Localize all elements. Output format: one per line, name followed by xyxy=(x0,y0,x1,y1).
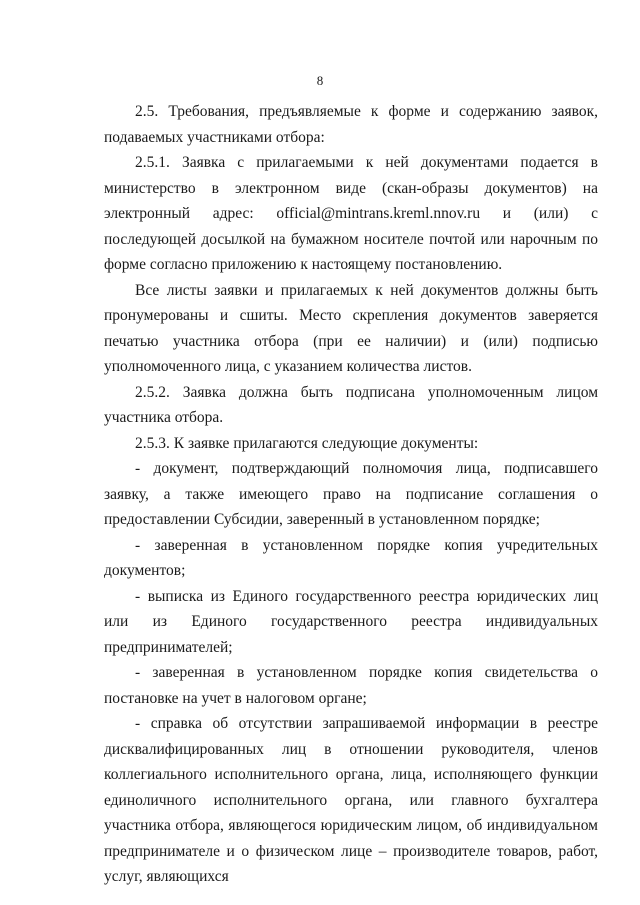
list-item-tax-registration: - заверенная в установленном порядке копия свидетельства о постановке на учет в налоговом органе; xyxy=(104,664,598,707)
list-item-disqualified-persons-certificate: - справка об отсутствии запрашиваемой информации в реестре дисквалифицированных лиц в отношении руководителя, членов коллегиального исполнительного органа, лица, исполняющего функции единоличного исполнительного органа, или главного бухгалтера участника отбора, являющегося юридическим лицом, об индивидуальном предпринимателе и о физическом лице – производителе товаров, работ, услуг, являющихся xyxy=(104,715,598,885)
paragraph-2-5-2: 2.5.2. Заявка должна быть подписана уполномоченным лицом участника отбора. xyxy=(104,383,598,426)
list-item-authority-document: - документ, подтверждающий полномочия лица, подписавшего заявку, а также имеющего право на подписание соглашения о предоставлении Субсидии, заверенный в установленном порядке; xyxy=(104,460,598,528)
paragraph-2-5-3: 2.5.3. К заявке прилагаются следующие документы: xyxy=(135,434,479,452)
list-item-registry-extract: - выписка из Единого государственного реестра юридических лиц или из Единого государственного реестра индивидуальных предпринимателей; xyxy=(104,587,598,656)
paragraph-sheets-numbering: Все листы заявки и прилагаемых к ней документов должны быть пронумерованы и сшиты. Место скрепления документов заверяется печатью участника отбора (при ее наличии) и (или) подписью уполномоченного лица, с указанием количества листов. xyxy=(104,281,598,375)
document-body xyxy=(104,99,598,890)
page-number: 8 xyxy=(316,73,324,88)
paragraph-2-5-heading: 2.5. Требования, предъявляемые к форме и содержанию заявок, подаваемых участниками отбора: xyxy=(104,103,598,146)
list-item-founding-documents: - заверенная в установленном порядке копия учредительных документов; xyxy=(104,536,598,579)
paragraph-2-5-1: 2.5.1. Заявка с прилагаемыми к ней документами подается в министерство в электронном виде (скан-образы документов) на электронный адрес: official@mintrans.kreml.nnov.ru и (или) с последующей досылкой на бумажном носителе почтой или нарочным по форме согласно приложению к настоящему постановлению. xyxy=(104,154,598,273)
